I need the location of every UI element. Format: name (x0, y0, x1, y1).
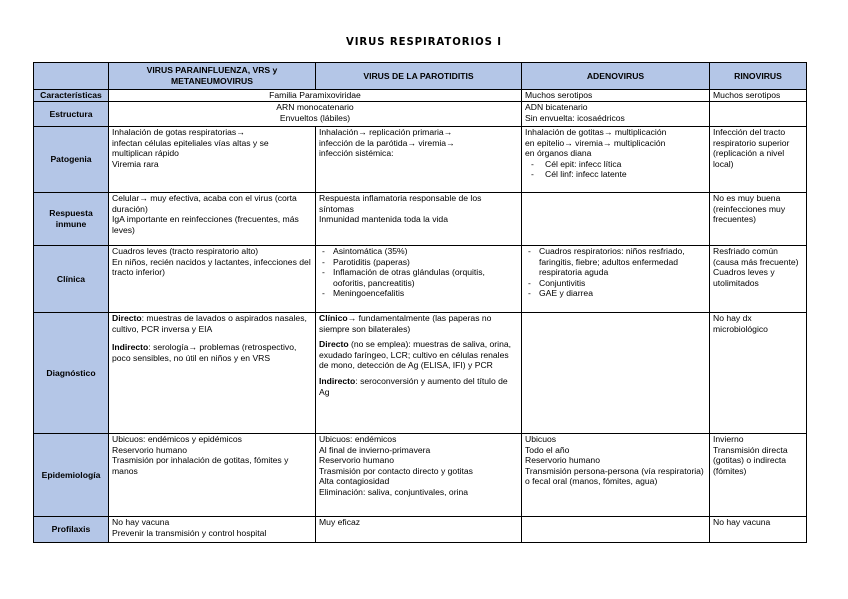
directo-text: : muestras de lavados o aspirados nasales, cultivo, PCR inversa y EIA (112, 313, 307, 334)
diagnostico-directo (319, 339, 518, 371)
header-adenovirus: ADENOVIRUS (522, 63, 710, 90)
row-epidemiologia (34, 434, 807, 517)
text-block: No hay dx microbiológico (713, 313, 768, 334)
text-line: Ubicuos: endémicos (319, 434, 397, 444)
estructura-line: Envueltos (lábiles) (279, 112, 351, 123)
text-block: Trasmisión por inhalación de gotitas, fómites y manos (112, 455, 289, 476)
text-line: infectan células epiteliales vías altas y se (112, 137, 269, 148)
rino-caracteristicas: Muchos serotipos (710, 90, 807, 102)
text-line: Alta contagiosidad (319, 476, 390, 487)
header-parainfluenza: VIRUS PARAINFLUENZA, VRS y METANEUMOVIRUS (109, 63, 316, 90)
text-line: Inhalación→ replicación primaria→ (319, 127, 453, 137)
text-line: Inhalación de gotitas→ multiplicación (525, 127, 667, 137)
header-parotiditis: VIRUS DE LA PAROTIDITIS (316, 63, 522, 90)
adeno-epidemiologia (522, 434, 710, 517)
text-line: Al final de invierno-primavera (319, 444, 431, 455)
row-label-profilaxis: Profilaxis (34, 517, 109, 543)
label-directo: Directo (112, 313, 142, 323)
parotiditis-patogenia (316, 127, 522, 193)
text-line: Viremia rara (112, 158, 159, 169)
label-indirecto: Indirecto (319, 375, 356, 386)
bullet-item: - Parotiditis (paperas) (319, 257, 518, 268)
row-clinica (34, 246, 807, 313)
header-rinovirus: RINOVIRUS (710, 63, 807, 90)
row-label-diagnostico: Diagnóstico (34, 313, 109, 434)
row-label-epidemiologia: Epidemiología (34, 434, 109, 517)
bullet-item: - Conjuntivitis (525, 278, 706, 289)
text-block: Transmisión directa (gotitas) o indirecta (fómites) (713, 444, 788, 476)
row-diagnostico (34, 313, 807, 434)
rino-diagnostico (710, 313, 807, 434)
row-respuesta (34, 193, 807, 246)
row-label-respuesta: Respuesta inmune (34, 193, 109, 246)
parainfluenza-profilaxis (109, 517, 316, 543)
diagnostico-indirecto (319, 376, 518, 397)
estructura-line: Sin envuelta: icosaédricos (525, 112, 625, 123)
adeno-estructura (522, 102, 710, 127)
estructura-paramixo-cell (109, 102, 522, 127)
parainfluenza-diagnostico (109, 313, 316, 434)
adeno-diagnostico (522, 313, 710, 434)
text-block: Invierno (713, 434, 744, 444)
row-label-patogenia: Patogenia (34, 127, 109, 193)
text-block: Inmunidad mantenida toda la vida (319, 214, 448, 225)
rino-epidemiologia (710, 434, 807, 517)
text-block: IgA importante en reinfecciones (frecuentes, más leves) (112, 214, 299, 235)
text-block: Respuesta inflamatoria responsable de los síntomas (319, 193, 482, 214)
text-line: infección de la parótida→ viremia→ (319, 137, 455, 148)
estructura-line: ADN bicatenario (525, 102, 588, 112)
row-caracteristicas (34, 90, 807, 102)
text-line: en órganos diana (525, 148, 592, 159)
parotiditis-clinica (316, 246, 522, 313)
label-indirecto: Indirecto (112, 342, 149, 353)
text-block: No es muy buena (reinfecciones muy frecuentes) (713, 193, 786, 225)
rino-estructura (710, 102, 807, 127)
diagnostico-directo (112, 313, 312, 334)
respiratory-virus-table (33, 62, 807, 543)
adeno-patogenia (522, 127, 710, 193)
text-line: en epitelio→ viremia→ multiplicación (525, 137, 666, 148)
text-block: Reservorio humano (525, 455, 600, 466)
rino-profilaxis: No hay vacuna (710, 517, 807, 543)
row-profilaxis (34, 517, 807, 543)
parotiditis-epidemiologia (316, 434, 522, 517)
text-block: Ubicuos: endémicos y epidémicos (112, 434, 242, 444)
directo-text: (no se emplea): muestras de saliva, orina, exudado faríngeo, LCR; cultivo en células renales de mono, detección de Ag (ELISA, IFI) y PCR (319, 339, 512, 371)
text-block: En niños, recién nacidos y lactantes, infecciones del tracto inferior) (112, 256, 311, 278)
parotiditis-respuesta (316, 193, 522, 246)
parainfluenza-clinica (109, 246, 316, 313)
text-line: No hay vacuna (112, 517, 170, 527)
parotiditis-diagnostico (316, 313, 522, 434)
adeno-respuesta (522, 193, 710, 246)
indirecto-text: : seroconversión y aumento del título de Ag (319, 375, 508, 397)
adeno-caracteristicas: Muchos serotipos (522, 90, 710, 102)
text-line: multiplican rápido (112, 148, 179, 159)
bullet-item: - Asintomática (35%) (319, 246, 518, 257)
rino-respuesta (710, 193, 807, 246)
text-line: Reservorio humano (319, 455, 394, 466)
bullet-item: - Inflamación de otras glándulas (orquitis, ooforitis, pancreatitis) (319, 267, 518, 288)
adeno-clinica (522, 246, 710, 313)
page-title: VIRUS RESPIRATORIOS I (345, 35, 502, 48)
sub-bullet: - Cél epit: infecc lítica (525, 159, 706, 170)
text-block: Reservorio humano (112, 444, 187, 455)
parainfluenza-epidemiologia (109, 434, 316, 517)
text-block: Resfriado común (causa más frecuente) (713, 246, 799, 267)
header-row (34, 63, 807, 90)
bullet-item: - GAE y diarrea (525, 288, 706, 299)
parotiditis-profilaxis: Muy eficaz (316, 517, 522, 543)
text-block: Todo el año (525, 444, 570, 455)
adeno-profilaxis (522, 517, 710, 543)
parainfluenza-respuesta (109, 193, 316, 246)
text-line: Prevenir la transmisión y control hospital (112, 527, 267, 538)
row-label-estructura: Estructura (34, 102, 109, 127)
text-line: Inhalación de gotas respiratorias→ (112, 127, 245, 137)
rino-clinica (710, 246, 807, 313)
text-block: Ubicuos (525, 434, 557, 444)
bullet-item: - Cuadros respiratorios: niños resfriado, faringitis, fiebre; adultos enfermedad respiratoria aguda (525, 246, 706, 278)
row-label-caracteristicas: Características (34, 90, 109, 102)
text-block: Celular→ muy efectiva, acaba con el virus (corta duración) (112, 193, 297, 214)
clinico-text: → fundamentalmente (las paperas no siempre son bilaterales) (319, 313, 492, 334)
row-patogenia (34, 127, 807, 193)
parainfluenza-patogenia (109, 127, 316, 193)
estructura-line: ARN monocatenario (276, 102, 354, 112)
row-label-clinica: Clínica (34, 246, 109, 313)
label-clinico: Clínico (319, 313, 348, 323)
text-line: Eliminación: saliva, conjuntivales, orina (319, 486, 469, 497)
text-block: Infección del tracto respiratorio superior (replicación a nivel local) (713, 127, 790, 169)
text-block: Transmisión persona-persona (vía respiratoria) o fecal oral (manos, fómites, agua) (525, 465, 704, 487)
rino-patogenia (710, 127, 807, 193)
corner-cell (34, 63, 109, 90)
familia-cell: Familia Paramixoviridae (109, 90, 522, 102)
text-block: Cuadros leves (tracto respiratorio alto) (112, 246, 259, 256)
label-directo: Directo (319, 339, 349, 350)
indirecto-text: : serología→ problemas (retrospectivo, poco sensibles, no útil en niños y en VRS (112, 342, 297, 363)
text-line: infección sistémica: (319, 148, 394, 159)
text-block: Cuadros leves y utolimitados (713, 267, 775, 288)
row-estructura (34, 102, 807, 127)
diagnostico-clinico (319, 313, 518, 334)
text-line: Trasmisión por contacto directo y gotitas (319, 465, 473, 476)
diagnostico-indirecto (112, 342, 312, 363)
bullet-item: - Meningoencefalitis (319, 288, 518, 299)
sub-bullet: - Cél linf: infecc latente (525, 169, 706, 180)
